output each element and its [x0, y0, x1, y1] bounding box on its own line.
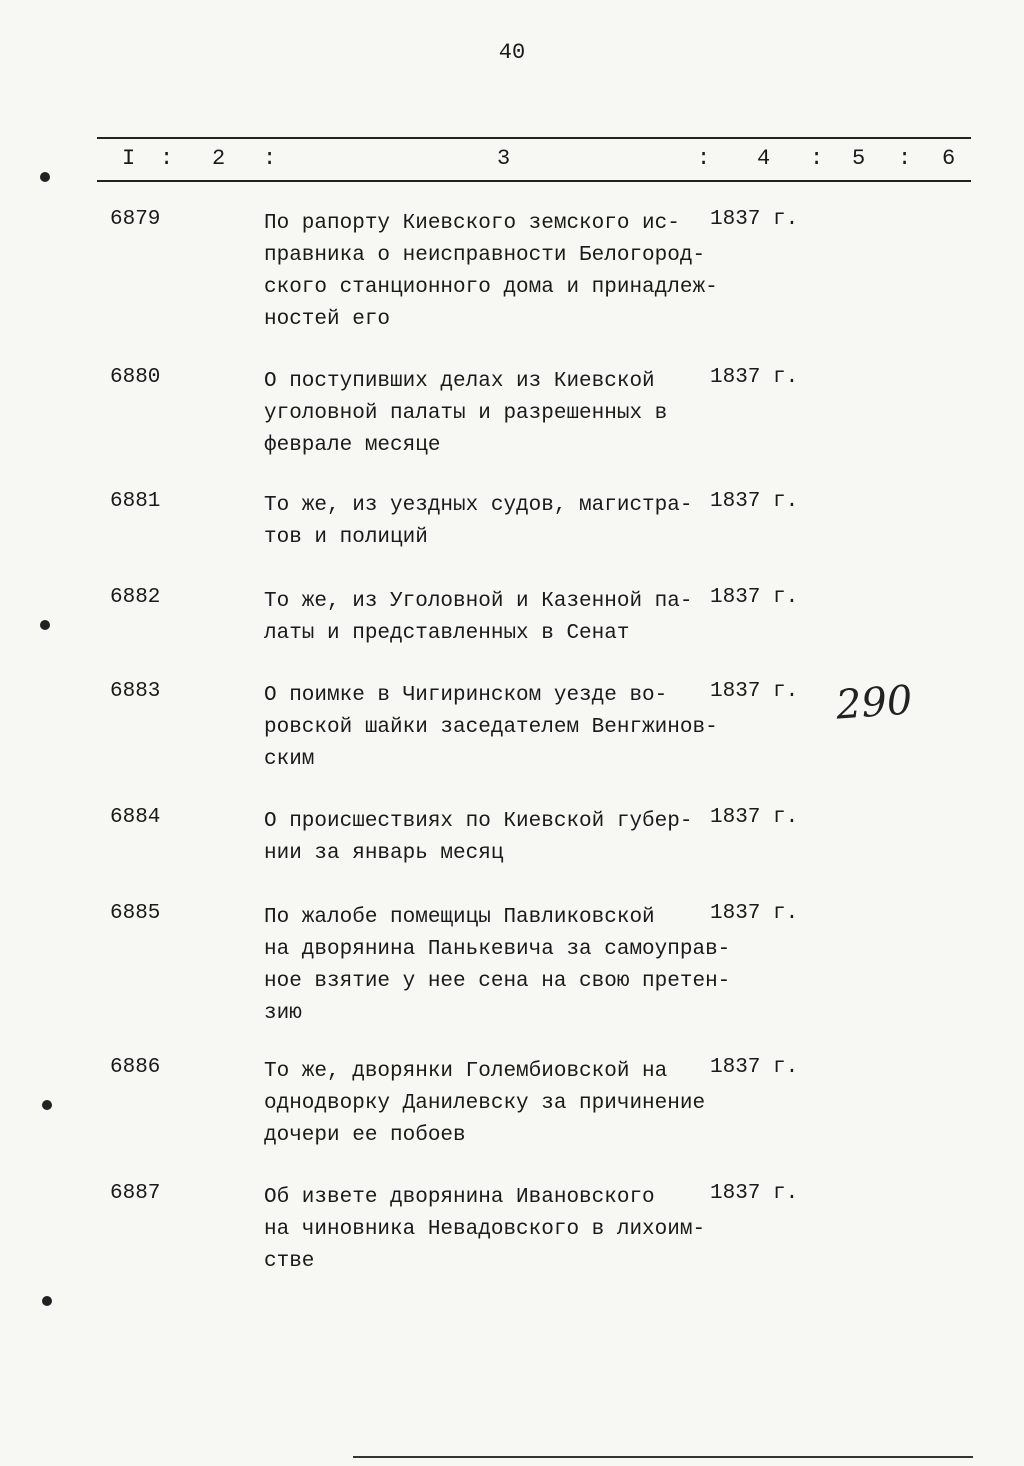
col-separator: : — [810, 146, 824, 171]
entry-description: По рапорту Киевского земского ис- правника о неисправности Белогород- ского станционного дома и принадлеж- ностей его — [264, 212, 718, 331]
col-separator: : — [160, 146, 174, 171]
binding-hole-mark — [42, 1100, 52, 1110]
handwritten-folio-number: 290 — [834, 677, 914, 729]
entry-year: 1837 г. — [710, 208, 799, 231]
entry-year: 1837 г. — [710, 680, 799, 703]
binding-hole-mark — [40, 172, 50, 182]
col-header-3: 3 — [497, 146, 511, 171]
header-bottom-rule — [97, 180, 971, 182]
col-header-2: 2 — [212, 146, 226, 171]
entry-description: По жалобе помещицы Павликовской на дворянина Панькевича за самоуправ- ное взятие у нее сена на свою претен- зию — [264, 906, 731, 1025]
entry-description: То же, из Уголовной и Казенной па- латы и представленных в Сенат — [264, 590, 693, 645]
col-header-5: 5 — [852, 146, 866, 171]
entry-description: Об извете дворянина Ивановского на чиновника Невадовского в лихоим- стве — [264, 1186, 706, 1273]
col-separator: : — [898, 146, 912, 171]
bottom-edge-line — [353, 1456, 973, 1458]
entry-number: 6879 — [110, 208, 161, 231]
entry-description: О поступивших делах из Киевской уголовной палаты и разрешенных в феврале месяце — [264, 370, 668, 457]
header-top-rule — [97, 137, 971, 139]
entry-number: 6882 — [110, 586, 161, 609]
entry-number: 6887 — [110, 1182, 161, 1205]
col-header-4: 4 — [757, 146, 771, 171]
entry-description: То же, дворянки Голембиовской на однодворку Данилевску за причинение дочери ее побоев — [264, 1060, 706, 1147]
entry-year: 1837 г. — [710, 806, 799, 829]
binding-hole-mark — [42, 1296, 52, 1306]
entry-number: 6886 — [110, 1056, 161, 1079]
entry-year: 1837 г. — [710, 586, 799, 609]
entry-description: О происшествиях по Киевской губер- нии за январь месяц — [264, 810, 693, 865]
col-separator: : — [263, 146, 277, 171]
col-header-1: I — [122, 146, 136, 171]
entry-number: 6884 — [110, 806, 161, 829]
entry-year: 1837 г. — [710, 1182, 799, 1205]
binding-hole-mark — [40, 620, 50, 630]
entry-year: 1837 г. — [710, 1056, 799, 1079]
entry-number: 6883 — [110, 680, 161, 703]
entry-number: 6881 — [110, 490, 161, 513]
entry-year: 1837 г. — [710, 490, 799, 513]
col-header-6: 6 — [942, 146, 956, 171]
entry-description: То же, из уездных судов, магистра- тов и полиций — [264, 494, 693, 549]
entry-number: 6880 — [110, 366, 161, 389]
entry-description: О поимке в Чигиринском уезде во- ровской шайки заседателем Венгжинов- ским — [264, 684, 718, 771]
entry-year: 1837 г. — [710, 902, 799, 925]
col-separator: : — [697, 146, 711, 171]
entry-year: 1837 г. — [710, 366, 799, 389]
page-number: 40 — [498, 40, 526, 65]
entry-number: 6885 — [110, 902, 161, 925]
